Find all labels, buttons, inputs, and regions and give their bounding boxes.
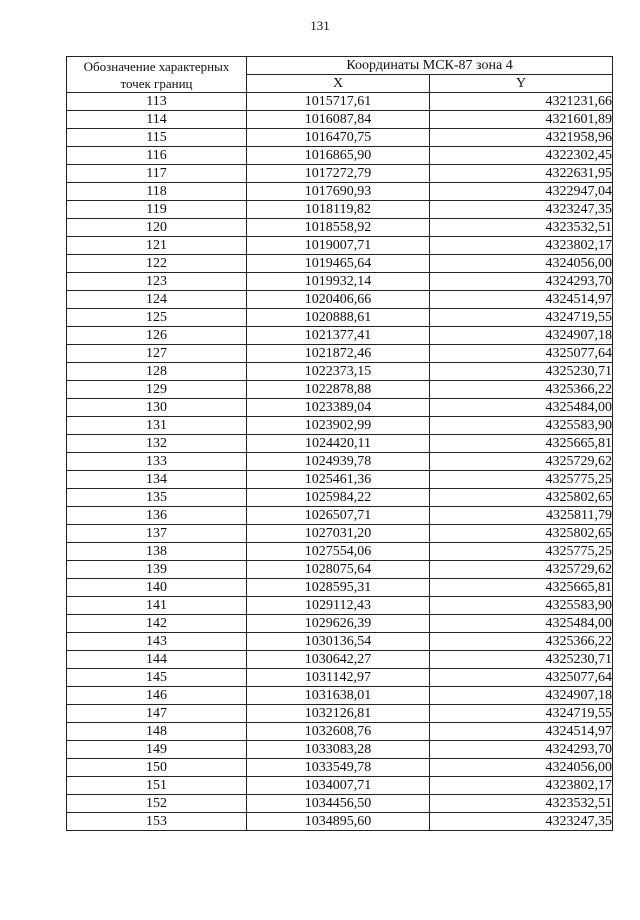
y-coordinate-cell: 4325665,81 <box>430 579 613 597</box>
x-coordinate-cell: 1023389,04 <box>247 399 430 417</box>
x-coordinate-cell: 1032126,81 <box>247 705 430 723</box>
y-coordinate-cell: 4324719,55 <box>430 705 613 723</box>
x-coordinate-cell: 1019932,14 <box>247 273 430 291</box>
y-coordinate-cell: 4325802,65 <box>430 489 613 507</box>
x-coordinate-cell: 1015717,61 <box>247 93 430 111</box>
y-coordinate-cell: 4325811,79 <box>430 507 613 525</box>
y-coordinate-cell: 4325230,71 <box>430 651 613 669</box>
table-row <box>67 183 613 201</box>
x-coordinate-cell: 1016470,75 <box>247 129 430 147</box>
x-coordinate-cell: 1020406,66 <box>247 291 430 309</box>
y-coordinate-cell: 4322302,45 <box>430 147 613 165</box>
y-coordinate-cell: 4325077,64 <box>430 669 613 687</box>
y-coordinate-cell: 4325583,90 <box>430 417 613 435</box>
table-row <box>67 165 613 183</box>
point-cell: 124 <box>67 291 247 309</box>
x-coordinate-cell: 1030642,27 <box>247 651 430 669</box>
y-coordinate-cell: 4324514,97 <box>430 723 613 741</box>
y-coordinate-cell: 4324056,00 <box>430 255 613 273</box>
x-coordinate-cell: 1030136,54 <box>247 633 430 651</box>
table-row <box>67 651 613 669</box>
point-cell: 127 <box>67 345 247 363</box>
y-coordinate-cell: 4323247,35 <box>430 813 613 831</box>
point-cell: 128 <box>67 363 247 381</box>
x-coordinate-cell: 1022878,88 <box>247 381 430 399</box>
x-coordinate-cell: 1028595,31 <box>247 579 430 597</box>
page-number: 131 <box>310 18 330 33</box>
x-coordinate-cell: 1034456,50 <box>247 795 430 813</box>
point-cell: 152 <box>67 795 247 813</box>
x-coordinate-cell: 1034007,71 <box>247 777 430 795</box>
table-row <box>67 345 613 363</box>
x-coordinate-cell: 1025461,36 <box>247 471 430 489</box>
table-row <box>67 363 613 381</box>
x-coordinate-cell: 1028075,64 <box>247 561 430 579</box>
point-cell: 147 <box>67 705 247 723</box>
table-row <box>67 489 613 507</box>
y-coordinate-cell: 4323532,51 <box>430 219 613 237</box>
table-row <box>67 705 613 723</box>
point-cell: 151 <box>67 777 247 795</box>
point-cell: 116 <box>67 147 247 165</box>
y-coordinate-cell: 4325230,71 <box>430 363 613 381</box>
x-coordinate-cell: 1027554,06 <box>247 543 430 561</box>
coordinates-table <box>66 56 613 831</box>
table-row <box>67 417 613 435</box>
point-cell: 126 <box>67 327 247 345</box>
x-coordinate-cell: 1025984,22 <box>247 489 430 507</box>
y-coordinate-cell: 4325729,62 <box>430 561 613 579</box>
point-cell: 125 <box>67 309 247 327</box>
y-coordinate-cell: 4325775,25 <box>430 543 613 561</box>
point-cell: 144 <box>67 651 247 669</box>
table-body <box>67 93 613 831</box>
table-row <box>67 777 613 795</box>
point-cell: 136 <box>67 507 247 525</box>
y-coordinate-cell: 4321958,96 <box>430 129 613 147</box>
point-cell: 133 <box>67 453 247 471</box>
x-coordinate-cell: 1020888,61 <box>247 309 430 327</box>
point-cell: 134 <box>67 471 247 489</box>
y-coordinate-cell: 4324293,70 <box>430 273 613 291</box>
x-coordinate-cell: 1017690,93 <box>247 183 430 201</box>
table-row <box>67 435 613 453</box>
point-cell: 129 <box>67 381 247 399</box>
table-row <box>67 471 613 489</box>
y-coordinate-cell: 4325583,90 <box>430 597 613 615</box>
y-coordinate-cell: 4322631,95 <box>430 165 613 183</box>
y-coordinate-cell: 4325802,65 <box>430 525 613 543</box>
x-coordinate-cell: 1019007,71 <box>247 237 430 255</box>
point-cell: 146 <box>67 687 247 705</box>
x-coordinate-cell: 1021872,46 <box>247 345 430 363</box>
table-row <box>67 579 613 597</box>
y-coordinate-cell: 4323802,17 <box>430 237 613 255</box>
table-row <box>67 147 613 165</box>
table-row <box>67 291 613 309</box>
point-cell: 140 <box>67 579 247 597</box>
table-row <box>67 543 613 561</box>
x-coordinate-cell: 1034895,60 <box>247 813 430 831</box>
y-coordinate-cell: 4324907,18 <box>430 327 613 345</box>
x-coordinate-cell: 1021377,41 <box>247 327 430 345</box>
x-coordinate-cell: 1029112,43 <box>247 597 430 615</box>
x-column-header: X <box>247 75 430 93</box>
x-coordinate-cell: 1032608,76 <box>247 723 430 741</box>
x-coordinate-cell: 1033083,28 <box>247 741 430 759</box>
table-row <box>67 381 613 399</box>
table-row <box>67 255 613 273</box>
point-cell: 122 <box>67 255 247 273</box>
x-coordinate-cell: 1024939,78 <box>247 453 430 471</box>
x-coordinate-cell: 1027031,20 <box>247 525 430 543</box>
y-coordinate-cell: 4324293,70 <box>430 741 613 759</box>
y-coordinate-cell: 4324056,00 <box>430 759 613 777</box>
point-cell: 141 <box>67 597 247 615</box>
x-coordinate-cell: 1016087,84 <box>247 111 430 129</box>
point-cell: 138 <box>67 543 247 561</box>
table-row <box>67 615 613 633</box>
table-row <box>67 795 613 813</box>
y-coordinate-cell: 4324719,55 <box>430 309 613 327</box>
point-cell: 113 <box>67 93 247 111</box>
x-coordinate-cell: 1023902,99 <box>247 417 430 435</box>
point-cell: 150 <box>67 759 247 777</box>
x-coordinate-cell: 1033549,78 <box>247 759 430 777</box>
point-cell: 132 <box>67 435 247 453</box>
y-coordinate-cell: 4323802,17 <box>430 777 613 795</box>
point-cell: 115 <box>67 129 247 147</box>
y-column-header: Y <box>430 75 613 93</box>
point-cell: 143 <box>67 633 247 651</box>
table-row <box>67 327 613 345</box>
x-coordinate-cell: 1031142,97 <box>247 669 430 687</box>
y-coordinate-cell: 4323247,35 <box>430 201 613 219</box>
table-row <box>67 741 613 759</box>
y-coordinate-cell: 4325366,22 <box>430 381 613 399</box>
table-row <box>67 597 613 615</box>
point-cell: 148 <box>67 723 247 741</box>
point-cell: 119 <box>67 201 247 219</box>
point-cell: 120 <box>67 219 247 237</box>
table-row <box>67 201 613 219</box>
point-cell: 118 <box>67 183 247 201</box>
point-cell: 130 <box>67 399 247 417</box>
designation-header: Обозначение характерных точек границ <box>67 57 247 93</box>
coordinates-header: Координаты МСК-87 зона 4 <box>247 57 613 75</box>
table-row <box>67 507 613 525</box>
point-cell: 149 <box>67 741 247 759</box>
y-coordinate-cell: 4325775,25 <box>430 471 613 489</box>
point-cell: 145 <box>67 669 247 687</box>
point-cell: 139 <box>67 561 247 579</box>
x-coordinate-cell: 1031638,01 <box>247 687 430 705</box>
x-coordinate-cell: 1018119,82 <box>247 201 430 219</box>
table-row <box>67 309 613 327</box>
table-row <box>67 633 613 651</box>
y-coordinate-cell: 4325077,64 <box>430 345 613 363</box>
point-cell: 131 <box>67 417 247 435</box>
point-cell: 137 <box>67 525 247 543</box>
table-row <box>67 525 613 543</box>
x-coordinate-cell: 1026507,71 <box>247 507 430 525</box>
table-row <box>67 813 613 831</box>
y-coordinate-cell: 4325484,00 <box>430 399 613 417</box>
y-coordinate-cell: 4325366,22 <box>430 633 613 651</box>
y-coordinate-cell: 4325665,81 <box>430 435 613 453</box>
x-coordinate-cell: 1016865,90 <box>247 147 430 165</box>
table-row <box>67 129 613 147</box>
point-cell: 153 <box>67 813 247 831</box>
table-row <box>67 723 613 741</box>
table-row <box>67 561 613 579</box>
table-row <box>67 111 613 129</box>
point-cell: 135 <box>67 489 247 507</box>
y-coordinate-cell: 4321231,66 <box>430 93 613 111</box>
table-row <box>67 93 613 111</box>
table-row <box>67 219 613 237</box>
point-cell: 142 <box>67 615 247 633</box>
point-cell: 121 <box>67 237 247 255</box>
y-coordinate-cell: 4325484,00 <box>430 615 613 633</box>
point-cell: 114 <box>67 111 247 129</box>
x-coordinate-cell: 1018558,92 <box>247 219 430 237</box>
point-cell: 123 <box>67 273 247 291</box>
table-row <box>67 669 613 687</box>
x-coordinate-cell: 1024420,11 <box>247 435 430 453</box>
y-coordinate-cell: 4322947,04 <box>430 183 613 201</box>
x-coordinate-cell: 1022373,15 <box>247 363 430 381</box>
table-row <box>67 453 613 471</box>
table-row <box>67 399 613 417</box>
table-row <box>67 687 613 705</box>
y-coordinate-cell: 4323532,51 <box>430 795 613 813</box>
y-coordinate-cell: 4325729,62 <box>430 453 613 471</box>
point-cell: 117 <box>67 165 247 183</box>
table-row <box>67 759 613 777</box>
x-coordinate-cell: 1019465,64 <box>247 255 430 273</box>
y-coordinate-cell: 4324514,97 <box>430 291 613 309</box>
x-coordinate-cell: 1017272,79 <box>247 165 430 183</box>
table-row <box>67 237 613 255</box>
y-coordinate-cell: 4324907,18 <box>430 687 613 705</box>
y-coordinate-cell: 4321601,89 <box>430 111 613 129</box>
table-row <box>67 273 613 291</box>
x-coordinate-cell: 1029626,39 <box>247 615 430 633</box>
